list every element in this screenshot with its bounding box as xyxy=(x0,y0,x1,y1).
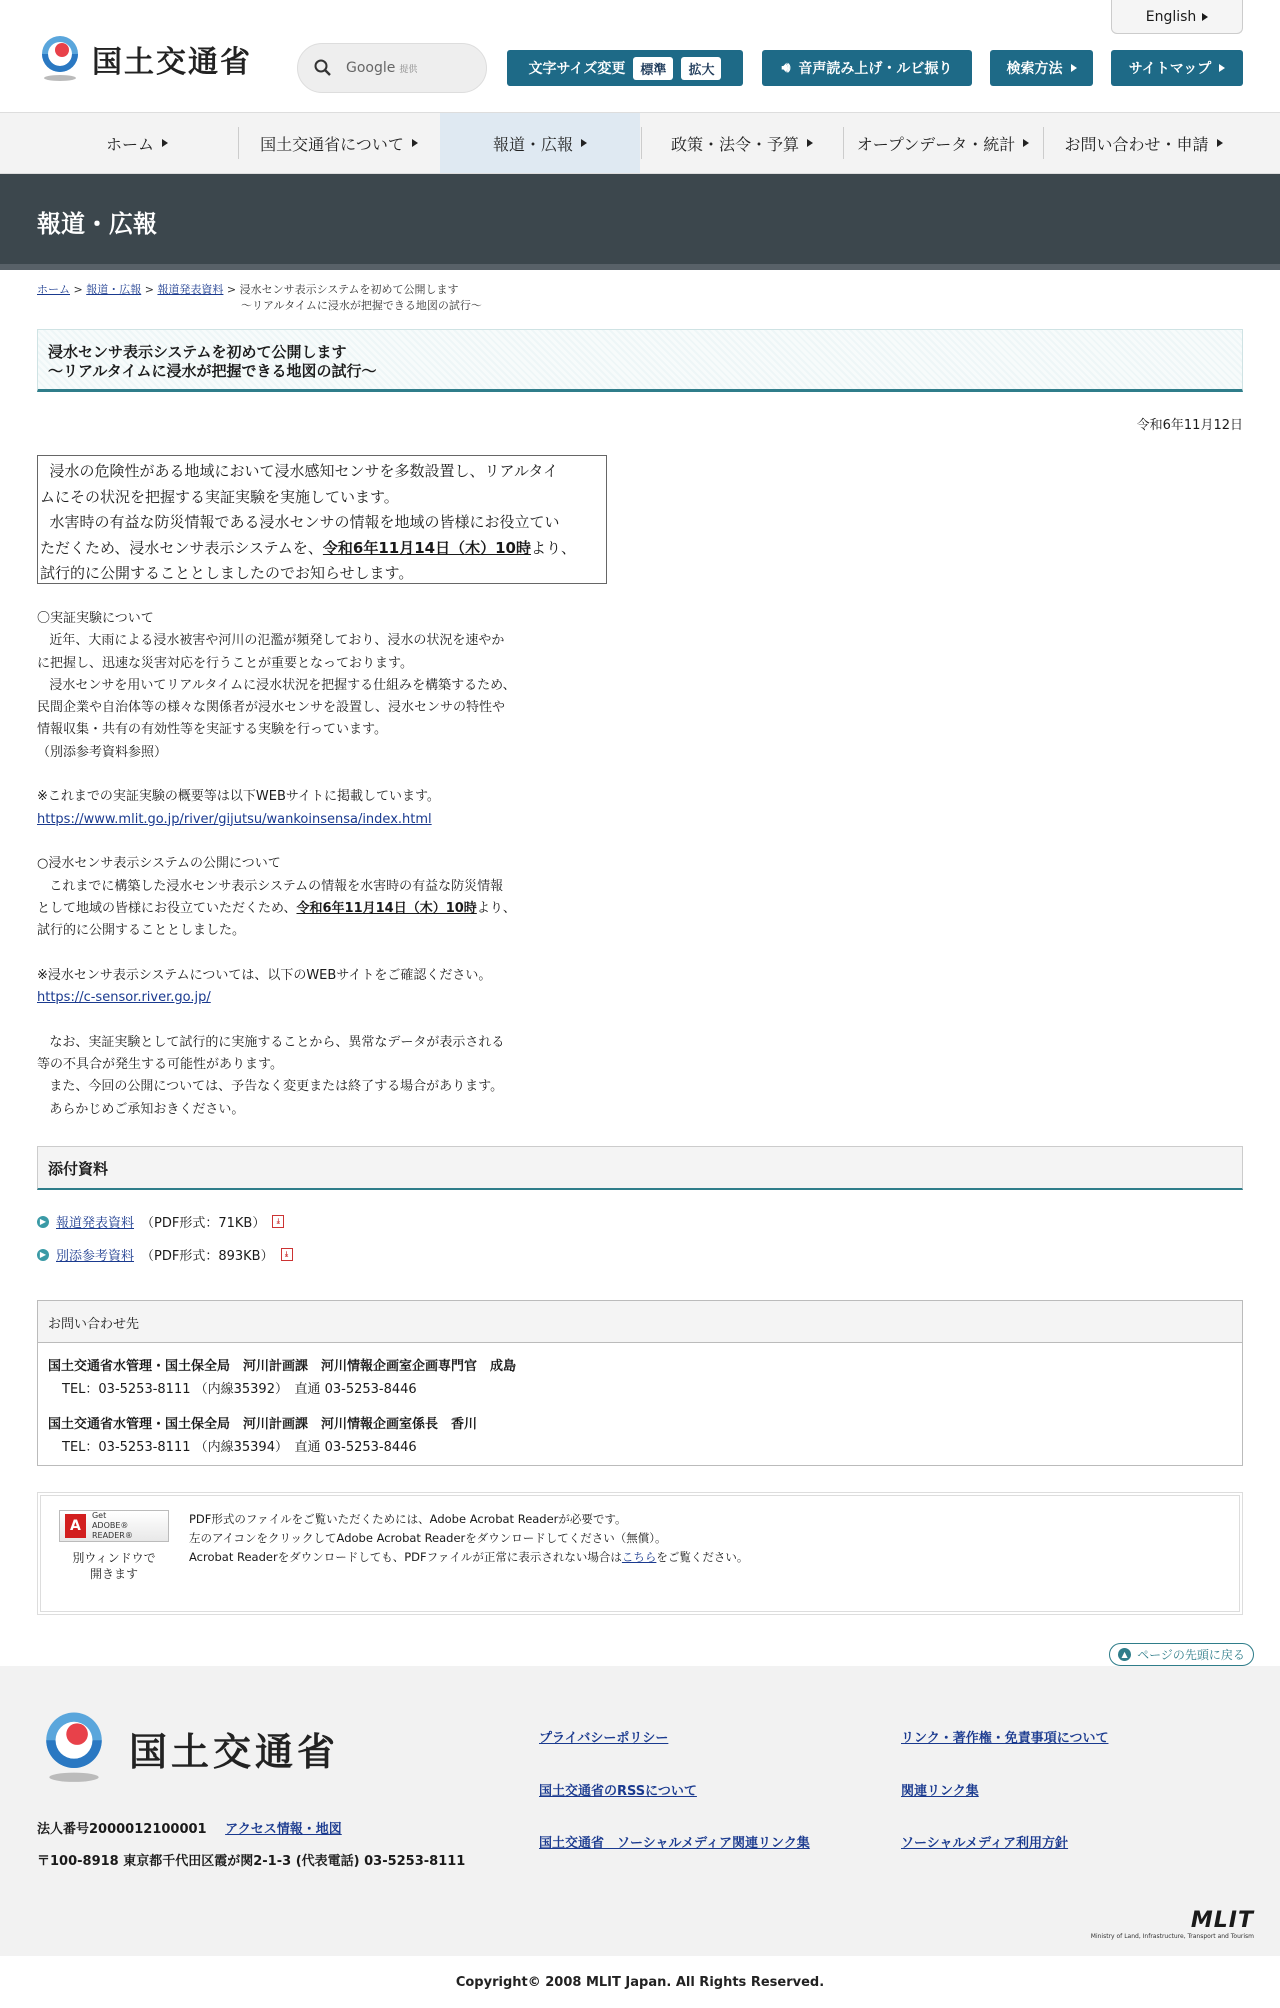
global-nav xyxy=(0,112,1280,174)
chevron-right-icon xyxy=(581,139,587,147)
english-button[interactable] xyxy=(1111,0,1243,34)
rss-link[interactable]: 国土交通省のRSSについて xyxy=(539,1784,697,1799)
article-subtitle: ～リアルタイムに浸水が把握できる地図の試行～ xyxy=(48,362,377,380)
article-date: 令和6年11月12日 xyxy=(1136,418,1243,433)
note-text: ※浸水センサ表示システムについては、以下のWEBサイトをご確認ください。 xyxy=(37,967,492,983)
release-datetime: 令和6年11月14日（木）10時 xyxy=(322,538,531,557)
paragraph-text: 近年、大雨による浸水被害や河川の氾濫が頻発しており、浸水の状況を速やか xyxy=(49,633,505,649)
acrobat-text: 左のアイコンをクリックしてAdobe Acrobat Readerをダウンロードしてください（無償）。 xyxy=(189,1531,667,1545)
mlit-wordmark xyxy=(1091,1908,1254,1940)
paragraph-text: また、今回の公開については、予告なく変更または終了する場合があります。 xyxy=(49,1079,504,1095)
footer-logo[interactable] xyxy=(37,1709,339,1787)
logo-text: 国土交通省 xyxy=(92,45,252,80)
contact-heading: お問い合わせ先 xyxy=(38,1301,1242,1343)
pdf-icon: ⤓ xyxy=(281,1248,293,1261)
google-label: Google xyxy=(346,60,396,76)
adobe-icon: A xyxy=(65,1514,86,1538)
chevron-right-icon xyxy=(1217,139,1223,147)
lead-text: 浸水の危険性がある地域において浸水感知センサを多数設置し、リアルタイ xyxy=(49,462,559,480)
contact-name: 国土交通省水管理・国土保全局 河川計画課 河川情報企画室係長 香川 xyxy=(48,1417,478,1432)
site-header xyxy=(0,0,1280,112)
acrobat-help-link[interactable]: こちら xyxy=(621,1550,657,1564)
mlit-logo-icon xyxy=(37,1709,111,1787)
lead-text: ムにその状況を把握する実証実験を実施しています。 xyxy=(40,487,399,506)
nav-label: ホーム xyxy=(105,134,154,154)
site-logo[interactable] xyxy=(36,34,252,84)
mlit-logo-icon xyxy=(36,34,84,84)
nav-label: 政策・法令・予算 xyxy=(670,134,799,154)
acrobat-text: PDF形式のファイルをご覧いただくためには、Adobe Acrobat Readerが必要です。 xyxy=(189,1512,627,1526)
chevron-right-icon xyxy=(162,139,168,147)
breadcrumb-home[interactable]: ホーム xyxy=(37,283,70,296)
lead-text: 試行的に公開することとしましたのでお知らせします。 xyxy=(40,564,414,582)
chevron-right-icon xyxy=(1219,64,1225,72)
font-size-label: 文字サイズ変更 xyxy=(528,61,626,77)
paragraph-text: として地域の皆様にお役立ていただくため、 xyxy=(37,900,297,916)
speech-button[interactable] xyxy=(762,50,972,86)
paragraph-text: 等の不具合が発生する可能性があります。 xyxy=(37,1056,283,1072)
social-media-policy-link[interactable]: ソーシャルメディア利用方針 xyxy=(901,1836,1069,1851)
adobe-reader-label: ADOBE® READER® xyxy=(91,1521,133,1540)
page-title-band xyxy=(0,174,1280,270)
breadcrumb-releases[interactable]: 報道発表資料 xyxy=(157,283,224,296)
mlit-wordmark-sub: Ministry of Land, Infrastructure, Transport and Tourism xyxy=(1090,1933,1254,1940)
acrobat-notice xyxy=(37,1492,1243,1615)
section-title: ○浸水センサ表示システムの公開について xyxy=(37,856,281,872)
page-title: 報道・広報 xyxy=(37,210,157,238)
acrobat-text: Acrobat Readerをダウンロードしても、PDFファイルが正常に表示されない場合は xyxy=(189,1550,622,1564)
attachment-meta: （PDF形式：71KB） xyxy=(141,1216,266,1231)
wankoinsensa-link[interactable]: https://www.mlit.go.jp/river/gijutsu/wankoinsensa/index.html xyxy=(37,811,432,827)
breadcrumb: ホーム > 報道・広報 > 報道発表資料 > 浸水センサ表示システムを初めて公開します ～リアルタイムに浸水が把握できる地図の試行～ xyxy=(37,282,597,314)
new-window-note: 別ウィンドウで xyxy=(72,1551,156,1565)
nav-label: 報道・広報 xyxy=(492,134,573,154)
contact-tel: TEL：03-5253-8111 （内線35392） 直通 03-5253-8446 xyxy=(62,1382,417,1397)
paragraph-text: 情報収集・共有の有効性等を実証する実験を行っています。 xyxy=(37,722,387,738)
chevron-right-icon xyxy=(1071,64,1077,72)
corporate-number xyxy=(37,1818,342,1837)
lead-text: ただくため、浸水センサ表示システムを、 xyxy=(40,538,323,557)
new-window-note: 開きます xyxy=(89,1567,138,1581)
link-copyright-link[interactable]: リンク・著作権・免責事項について xyxy=(901,1731,1109,1746)
arrow-right-icon: ▶ xyxy=(37,1249,49,1261)
pdf-icon: ⤓ xyxy=(272,1215,284,1228)
breadcrumb-current: 浸水センサ表示システムを初めて公開します xyxy=(239,283,459,296)
section-title: 〇実証実験について xyxy=(37,611,154,626)
paragraph-text: に把握し、迅速な災害対応を行うことが重要となっております。 xyxy=(37,655,413,671)
font-size-control xyxy=(507,50,743,86)
lead-text: 水害時の有益な防災情報である浸水センサの情報を地域の皆様にお役立てい xyxy=(49,513,560,531)
access-map-link[interactable]: アクセス情報・地図 xyxy=(225,1822,342,1837)
nav-label: お問い合わせ・申請 xyxy=(1064,134,1209,154)
nav-item-home[interactable] xyxy=(37,113,237,173)
chevron-right-icon xyxy=(412,139,418,147)
copyright: Copyright© 2008 MLIT Japan. All Rights Reserved. xyxy=(0,1956,1280,2008)
attachment-link[interactable]: 別添参考資料 xyxy=(56,1249,135,1264)
attachments-heading: 添付資料 xyxy=(37,1146,1243,1190)
corporate-number-text: 法人番号2000012100001 xyxy=(37,1822,207,1837)
search-method-button[interactable] xyxy=(990,50,1093,86)
site-footer xyxy=(0,1666,1280,1956)
article-title: 浸水センサ表示システムを初めて公開します xyxy=(48,343,347,361)
attachment-link[interactable]: 報道発表資料 xyxy=(56,1216,135,1231)
footer-logo-text: 国土交通省 xyxy=(129,1729,340,1774)
acrobat-text: をご覧ください。 xyxy=(656,1550,749,1564)
chevron-right-icon xyxy=(807,139,813,147)
search-input[interactable] xyxy=(297,43,487,93)
article-body xyxy=(37,608,557,1121)
nav-item-about[interactable] xyxy=(239,113,439,173)
search-method-label: 検索方法 xyxy=(1006,61,1063,77)
lead-text: より、 xyxy=(530,538,576,557)
note-text: ※これまでの実証実験の概要等は以下WEBサイトに掲載しています。 xyxy=(37,789,440,805)
nav-item-policy[interactable] xyxy=(642,113,842,173)
paragraph-text: 浸水センサを用いてリアルタイムに浸水状況を把握する仕組みを構築するため、 xyxy=(49,677,516,693)
back-to-top-label: ページの先頭に戻る xyxy=(1137,1648,1245,1662)
font-large-button[interactable]: 拡大 xyxy=(681,57,721,80)
breadcrumb-press[interactable]: 報道・広報 xyxy=(86,283,142,296)
related-links-link[interactable]: 関連リンク集 xyxy=(901,1784,979,1799)
get-adobe-reader[interactable] xyxy=(55,1510,173,1597)
chevron-right-icon xyxy=(1023,139,1029,147)
nav-item-press[interactable] xyxy=(440,113,640,173)
arrow-right-icon: ▶ xyxy=(37,1216,49,1228)
contact-tel: TEL：03-5253-8111 （内線35394） 直通 03-5253-8446 xyxy=(62,1440,417,1455)
attachment-item xyxy=(37,1212,284,1231)
contact-name: 国土交通省水管理・国土保全局 河川計画課 河川情報企画室企画専門官 成島 xyxy=(48,1359,517,1374)
nav-item-contact[interactable] xyxy=(1044,113,1243,173)
attachment-meta: （PDF形式：893KB） xyxy=(141,1249,274,1264)
article-heading xyxy=(37,329,1243,392)
paragraph-text: なお、実証実験として試行的に実施することから、異常なデータが表示される xyxy=(49,1034,505,1050)
nav-label: 国土交通省について xyxy=(260,134,404,154)
chevron-right-icon xyxy=(1202,13,1208,21)
contact-box xyxy=(37,1300,1243,1466)
get-adobe-reader-badge[interactable] xyxy=(59,1510,169,1542)
get-label: Get xyxy=(91,1511,107,1520)
breadcrumb-current-subtitle: ～リアルタイムに浸水が把握できる地図の試行～ xyxy=(241,299,482,312)
mlit-wordmark-text: MLIT xyxy=(1190,1908,1254,1933)
paragraph-text: （別添参考資料参照） xyxy=(37,744,168,760)
back-to-top-button[interactable] xyxy=(1109,1643,1254,1666)
search-icon xyxy=(314,59,332,77)
social-media-links-link[interactable]: 国土交通省 ソーシャルメディア関連リンク集 xyxy=(539,1836,810,1851)
lead-box xyxy=(37,455,607,584)
speech-label: 音声読み上げ・ルビ振り xyxy=(798,61,953,77)
google-provided-label: 提供 xyxy=(399,64,418,75)
attachment-item xyxy=(37,1245,293,1264)
nav-item-opendata[interactable] xyxy=(844,113,1042,173)
paragraph-text: あらかじめご承知おきください。 xyxy=(49,1101,245,1117)
font-standard-button[interactable]: 標準 xyxy=(633,57,673,80)
paragraph-text: 民間企業や自治体等の様々な関係者が浸水センサを設置し、浸水センサの特性や xyxy=(37,700,506,716)
paragraph-text: これまでに構築した浸水センサ表示システムの情報を水害時の有益な防災情報 xyxy=(49,878,504,894)
footer-address: 〒100-8918 東京都千代田区霞が関2-1-3 (代表電話) 03-5253-8111 xyxy=(37,1854,466,1869)
sitemap-button[interactable] xyxy=(1111,50,1243,86)
speaker-icon: 🔊︎ xyxy=(781,60,791,76)
nav-label: オープンデータ・統計 xyxy=(856,134,1016,154)
release-datetime: 令和6年11月14日（木）10時 xyxy=(296,900,477,916)
paragraph-text: 試行的に公開することとしました。 xyxy=(37,923,246,939)
paragraph-text: より、 xyxy=(476,900,516,916)
c-sensor-link[interactable]: https://c-sensor.river.go.jp/ xyxy=(37,990,211,1006)
english-label: English xyxy=(1145,8,1197,25)
sitemap-label: サイトマップ xyxy=(1128,61,1212,77)
arrow-up-icon: ▲ xyxy=(1118,1648,1131,1661)
privacy-policy-link[interactable]: プライバシーポリシー xyxy=(539,1731,669,1746)
